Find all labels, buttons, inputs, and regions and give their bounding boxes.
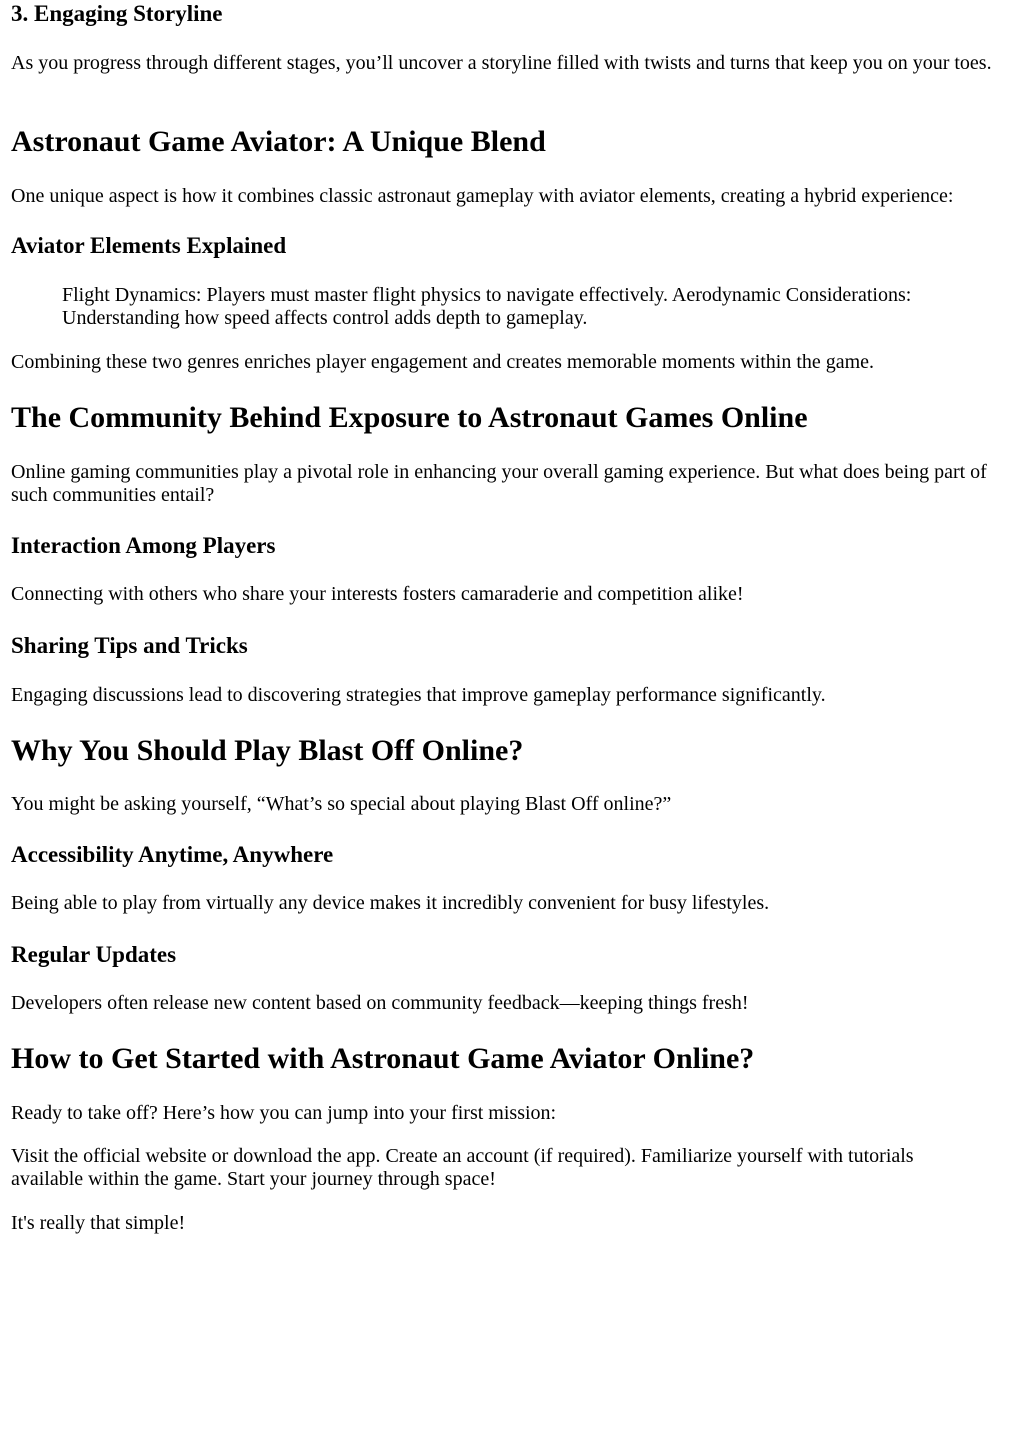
heading-community: The Community Behind Exposure to Astronaut Games Online — [11, 401, 808, 434]
heading-aviator-elements: Aviator Elements Explained — [11, 233, 287, 258]
heading-why-play: Why You Should Play Blast Off Online? — [11, 734, 524, 767]
heading-get-started: How to Get Started with Astronaut Game Aviator Online? — [11, 1042, 755, 1075]
paragraph-community-intro: Online gaming communities play a pivotal role in enhancing your overall gaming experience. But what does being part of such communities entail? — [11, 461, 987, 506]
paragraph-blend-closing: Combining these two genres enriches player engagement and creates memorable moments within the game. — [11, 351, 875, 373]
heading-engaging-storyline: 3. Engaging Storyline — [11, 1, 223, 26]
paragraph-interaction: Connecting with others who share your interests fosters camaraderie and competition alike! — [11, 583, 744, 605]
heading-unique-blend: Astronaut Game Aviator: A Unique Blend — [11, 125, 546, 158]
blockquote-aviator-elements: Flight Dynamics: Players must master flight physics to navigate effectively. Aerodynamic Considerations: Understanding how speed affects control adds depth to gameplay. — [62, 284, 912, 329]
paragraph-blend-intro: One unique aspect is how it combines classic astronaut gameplay with aviator elements, creating a hybrid experience: — [11, 185, 954, 207]
paragraph-get-started-intro: Ready to take off? Here’s how you can jump into your first mission: — [11, 1102, 557, 1124]
paragraph-sharing: Engaging discussions lead to discovering strategies that improve gameplay performance significantly. — [11, 684, 826, 706]
heading-regular-updates: Regular Updates — [11, 942, 177, 967]
paragraph-get-started-closing: It's really that simple! — [11, 1212, 186, 1234]
paragraph-why-intro: You might be asking yourself, “What’s so special about playing Blast Off online?” — [11, 793, 672, 815]
paragraph-regular-updates: Developers often release new content based on community feedback—keeping things fresh! — [11, 992, 749, 1014]
paragraph-storyline: As you progress through different stages, you’ll uncover a storyline filled with twists and turns that keep you on your toes. — [11, 52, 992, 74]
paragraph-accessibility: Being able to play from virtually any device makes it incredibly convenient for busy lifestyles. — [11, 892, 770, 914]
heading-interaction-among-players: Interaction Among Players — [11, 533, 276, 558]
heading-sharing-tips: Sharing Tips and Tricks — [11, 633, 248, 658]
paragraph-get-started-steps: Visit the official website or download the app. Create an account (if required). Familiarize yourself with tutorials available within the game. Start your journey through space! — [11, 1145, 914, 1190]
heading-accessibility: Accessibility Anytime, Anywhere — [11, 842, 334, 867]
